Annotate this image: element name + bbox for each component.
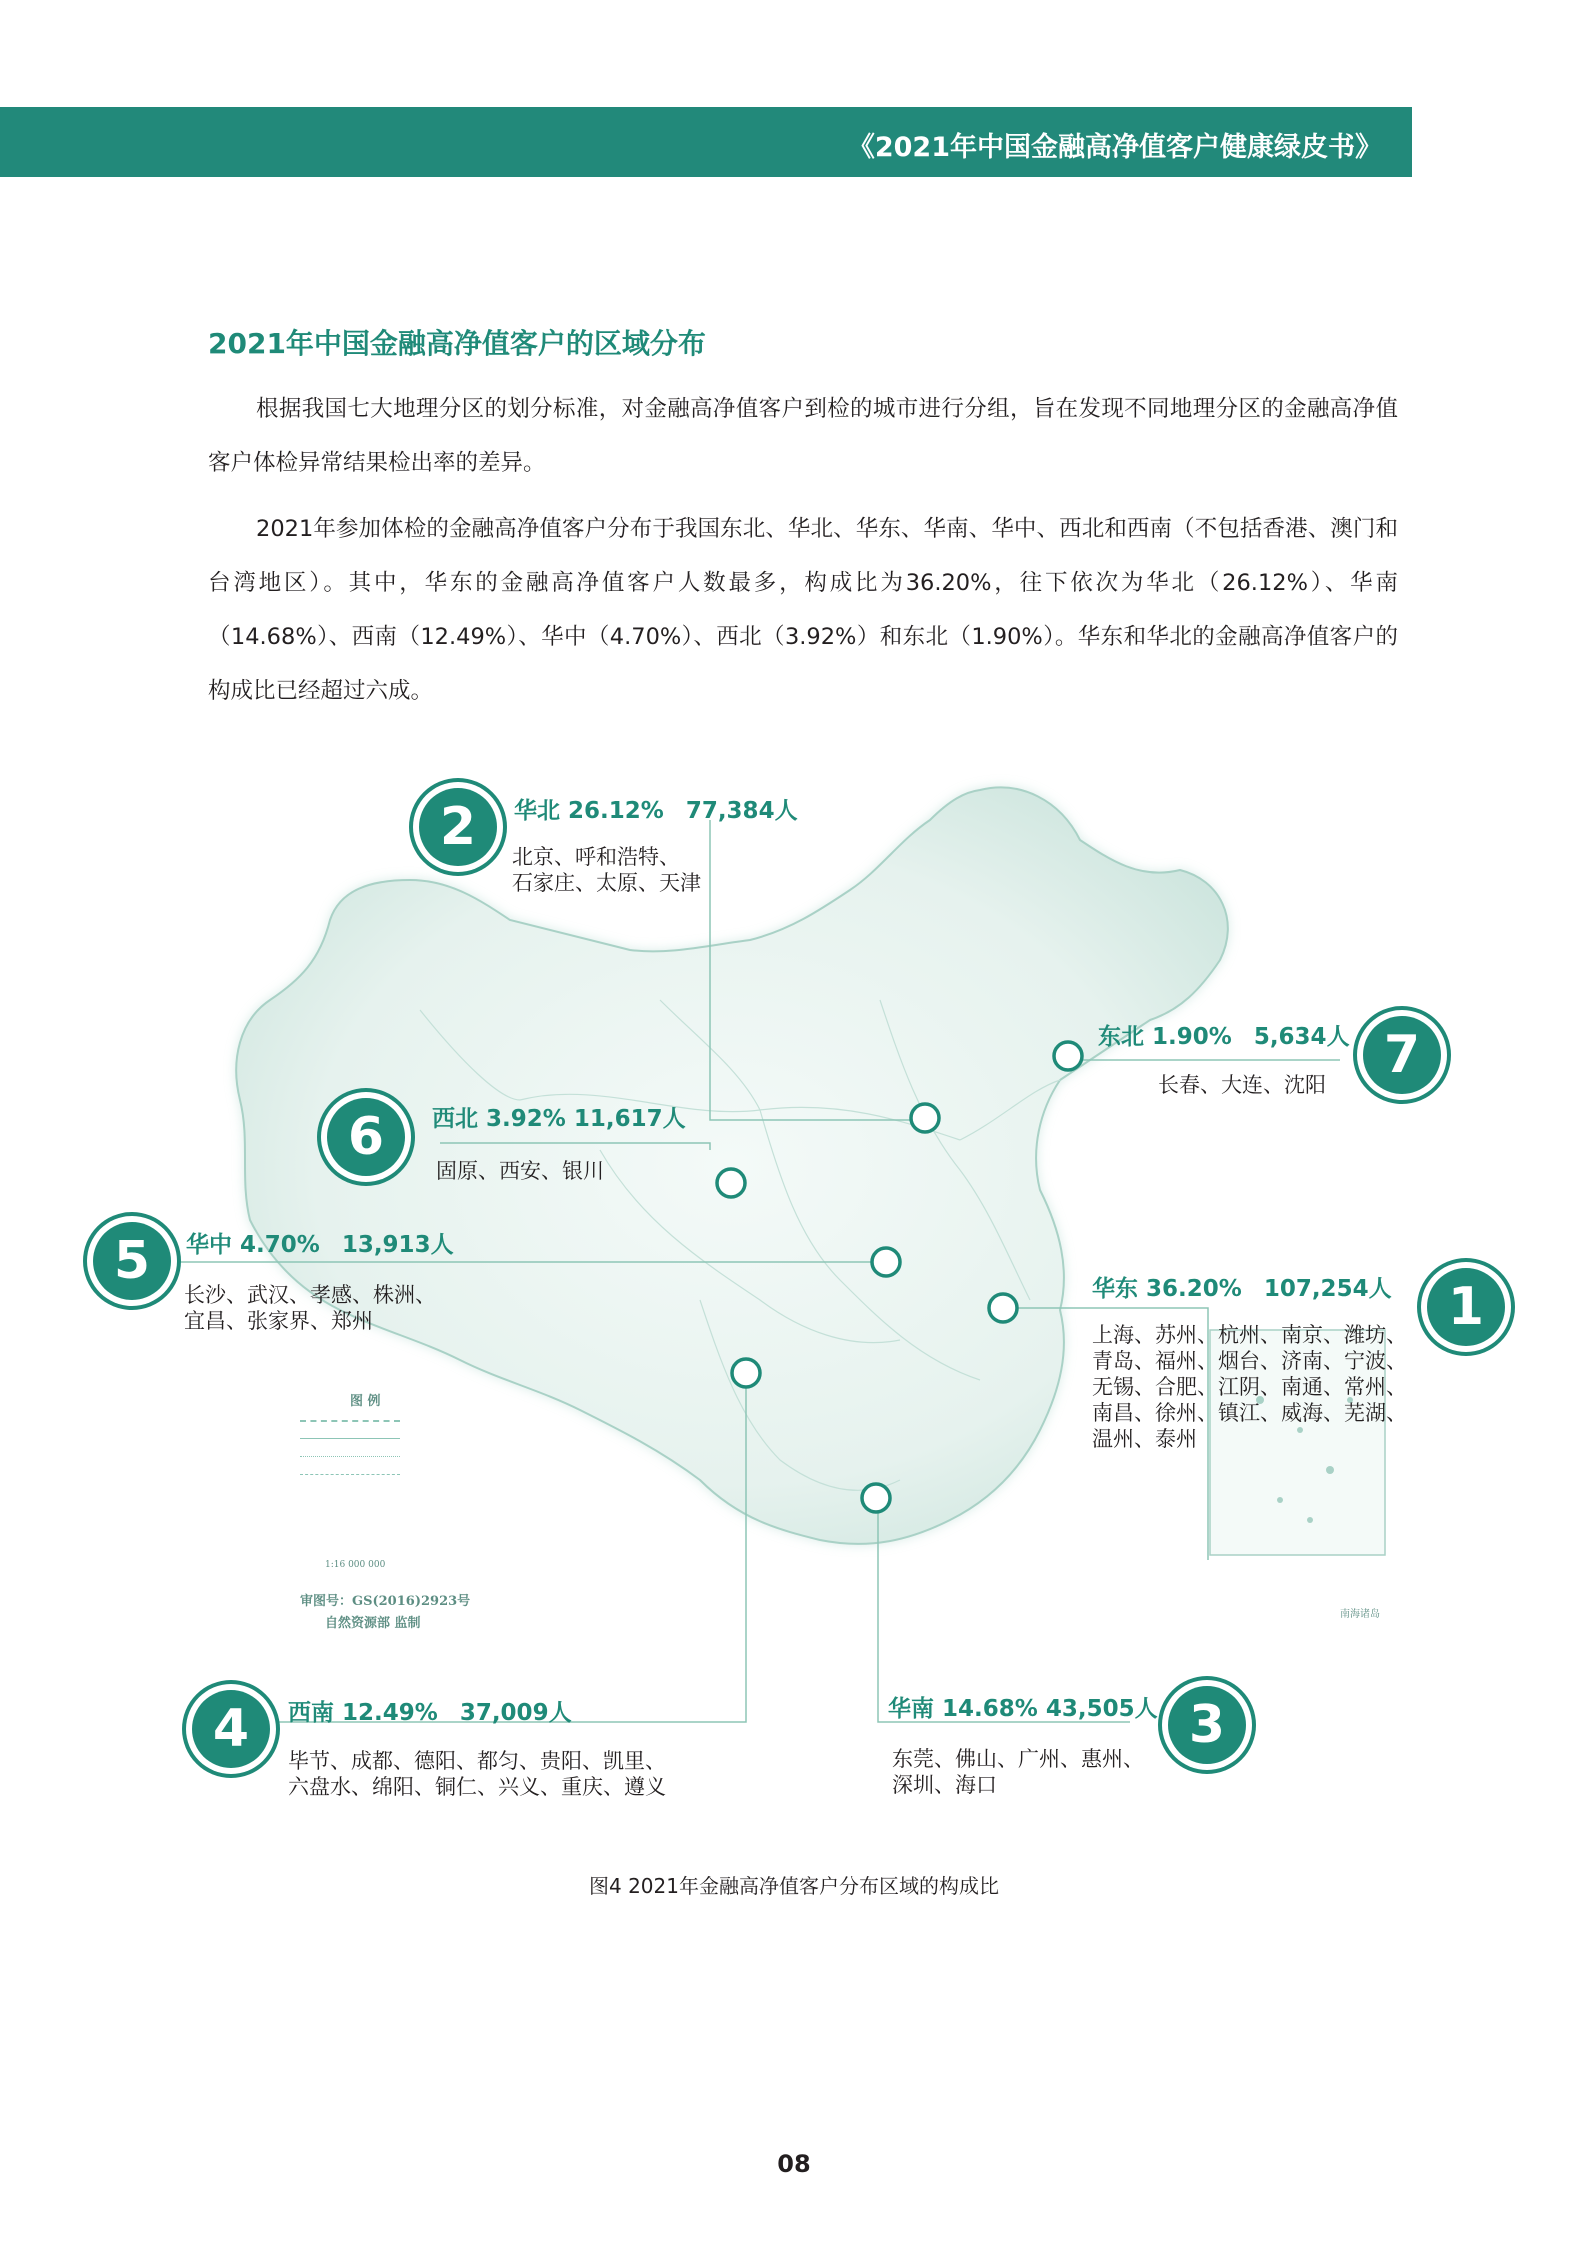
region-cities-xibei bbox=[436, 1158, 604, 1184]
region-map-figure bbox=[0, 760, 1588, 1870]
region-percent: 4.70% bbox=[240, 1232, 320, 1258]
region-count: 13,913人 bbox=[341, 1232, 454, 1258]
region-name: 东北 bbox=[1098, 1024, 1144, 1050]
region-header-huanan bbox=[888, 1690, 1158, 1723]
region-header-xinan bbox=[288, 1694, 572, 1727]
region-cities-huadong bbox=[1092, 1322, 1407, 1452]
region-badge-huanan: 3 bbox=[1168, 1686, 1246, 1764]
city-line: 青岛、福州、烟台、济南、宁波、 bbox=[1092, 1349, 1407, 1373]
region-header-huabei bbox=[514, 792, 798, 825]
map-issuer: 自然资源部 监制 bbox=[325, 1616, 421, 1631]
region-name: 华北 bbox=[514, 798, 560, 824]
city-line: 无锡、合肥、江阴、南通、常州、 bbox=[1092, 1375, 1407, 1399]
legend-title: 图 例 bbox=[350, 1394, 381, 1409]
header-bar bbox=[0, 107, 1412, 177]
city-line: 长沙、武汉、孝感、株洲、 bbox=[184, 1283, 436, 1307]
region-name: 华南 bbox=[888, 1696, 934, 1722]
region-badge-huazhong: 5 bbox=[93, 1222, 171, 1300]
region-cities-huabei bbox=[512, 844, 701, 896]
region-percent: 3.92% bbox=[486, 1106, 566, 1132]
region-badge-huabei: 2 bbox=[419, 788, 497, 866]
region-name: 华中 bbox=[186, 1232, 232, 1258]
region-cities-huanan bbox=[892, 1746, 1144, 1798]
south-sea-inset-label: 南海诸岛 bbox=[1340, 1609, 1380, 1620]
city-line: 上海、苏州、杭州、南京、潍坊、 bbox=[1092, 1323, 1407, 1347]
city-line: 东莞、佛山、广州、惠州、 bbox=[892, 1747, 1144, 1771]
region-badge-dongbei: 7 bbox=[1363, 1016, 1441, 1094]
region-header-huadong bbox=[1092, 1270, 1392, 1303]
region-header-huazhong bbox=[186, 1226, 454, 1259]
region-cities-huazhong bbox=[184, 1282, 436, 1334]
region-name: 西北 bbox=[432, 1106, 478, 1132]
region-badge-huadong: 1 bbox=[1427, 1268, 1505, 1346]
city-line: 宜昌、张家界、郑州 bbox=[184, 1309, 373, 1333]
figure-caption: 图4 2021年金融高净值客户分布区域的构成比 bbox=[589, 1874, 999, 1898]
section-title: 2021年中国金融高净值客户的区域分布 bbox=[208, 327, 706, 360]
region-cities-xinan bbox=[288, 1748, 666, 1800]
city-line: 北京、呼和浩特、 bbox=[512, 845, 680, 869]
city-line: 石家庄、太原、天津 bbox=[512, 871, 701, 895]
region-name: 西南 bbox=[288, 1700, 334, 1726]
region-count: 5,634人 bbox=[1253, 1024, 1350, 1050]
region-count: 37,009人 bbox=[459, 1700, 572, 1726]
region-count: 107,254人 bbox=[1263, 1276, 1392, 1302]
page-number: 08 bbox=[777, 2150, 811, 2178]
region-count: 43,505人 bbox=[1045, 1696, 1158, 1722]
region-percent: 36.20% bbox=[1146, 1276, 1242, 1302]
city-line: 固原、西安、银川 bbox=[436, 1159, 604, 1183]
city-line: 六盘水、绵阳、铜仁、兴义、重庆、遵义 bbox=[288, 1775, 666, 1799]
region-percent: 14.68% bbox=[942, 1696, 1038, 1722]
city-line: 温州、泰州 bbox=[1092, 1427, 1197, 1451]
region-name: 华东 bbox=[1092, 1276, 1138, 1302]
region-percent: 12.49% bbox=[342, 1700, 438, 1726]
region-percent: 26.12% bbox=[568, 798, 664, 824]
city-line: 南昌、徐州、镇江、威海、芜湖、 bbox=[1092, 1401, 1407, 1425]
city-line: 长春、大连、沈阳 bbox=[1158, 1073, 1326, 1097]
region-header-dongbei bbox=[1098, 1018, 1350, 1051]
region-percent: 1.90% bbox=[1152, 1024, 1232, 1050]
map-approval-number: 审图号：GS(2016)2923号 bbox=[300, 1594, 471, 1609]
region-count: 77,384人 bbox=[685, 798, 798, 824]
region-badge-xibei: 6 bbox=[327, 1098, 405, 1176]
intro-paragraph: 根据我国七大地理分区的划分标准，对金融高净值客户到检的城市进行分组，旨在发现不同地理分区的金融高净值客户体检异常结果检出率的差异。 bbox=[208, 396, 1398, 476]
region-badge-xinan: 4 bbox=[192, 1690, 270, 1768]
city-line: 深圳、海口 bbox=[892, 1773, 997, 1797]
city-line: 毕节、成都、德阳、都匀、贵阳、凯里、 bbox=[288, 1749, 666, 1773]
region-cities-dongbei bbox=[1158, 1072, 1326, 1098]
map-legend bbox=[290, 1390, 500, 1650]
legend-scale: 1:16 000 000 bbox=[325, 1560, 386, 1570]
region-count: 11,617人 bbox=[573, 1106, 686, 1132]
region-header-xibei bbox=[432, 1100, 686, 1133]
document-title: 《2021年中国金融高净值客户健康绿皮书》 bbox=[847, 132, 1382, 163]
distribution-paragraph: 2021年参加体检的金融高净值客户分布于我国东北、华北、华东、华南、华中、西北和西南（不包括香港、澳门和台湾地区）。其中，华东的金融高净值客户人数最多，构成比为36.20%，往下依次为华北（26.12%）、华南（14.68%）、西南（12.49%）、华中（4.70%）、西北（3.92%）和东北（1.90%）。华东和华北的金融高净值客户的构成比已经超过六成。 bbox=[208, 516, 1398, 704]
